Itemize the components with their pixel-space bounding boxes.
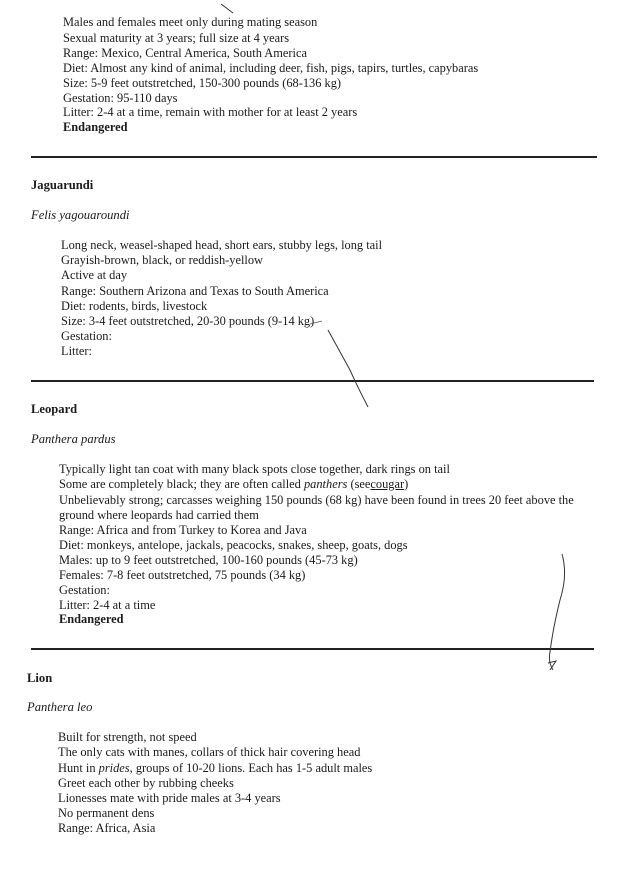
pencil-dash-mark (310, 321, 322, 324)
pencil-tick-mark (221, 4, 233, 13)
leopard-scientific-name: Panthera pardus (31, 432, 116, 446)
jaguar-line-4: Diet: Almost any kind of animal, including deer, fish, pigs, tapirs, turtles, capybaras (63, 61, 479, 75)
jaguarundi-line-3: Active at day (61, 268, 128, 282)
jaguarundi-line-4: Range: Southern Arizona and Texas to South America (61, 284, 329, 298)
jaguarundi-heading: Jaguarundi (31, 178, 94, 192)
jaguarundi-line-2: Grayish-brown, black, or reddish-yellow (61, 253, 263, 267)
jaguarundi-line-7: Gestation: (61, 329, 112, 343)
jaguar-line-3: Range: Mexico, Central America, South America (63, 46, 307, 60)
pencil-diagonal-stroke (328, 330, 368, 407)
lion-heading: Lion (27, 671, 53, 685)
leopard-line-2-text: Some are completely black; they are often called (59, 477, 301, 491)
leopard-line-7: Females: 7-8 feet outstretched, 75 pounds (34 kg) (59, 568, 306, 582)
leopard-line-8: Gestation: (59, 583, 110, 597)
jaguar-status: Endangered (63, 120, 128, 134)
leopard-line-6: Males: up to 9 feet outstretched, 100-160 pounds (45-73 kg) (59, 553, 358, 567)
leopard-line-4: Range: Africa and from Turkey to Korea and Java (59, 523, 307, 537)
panthers-term: panthers (303, 477, 348, 491)
leopard-heading: Leopard (31, 402, 78, 416)
leopard-line-2-see: (see (350, 477, 371, 491)
jaguar-line-2: Sexual maturity at 3 years; full size at 4 years (63, 31, 290, 45)
jaguarundi-line-1: Long neck, weasel-shaped head, short ears, stubby legs, long tail (61, 238, 383, 252)
leopard-line-9: Litter: 2-4 at a time (59, 598, 156, 612)
lion-line-6: No permanent dens (58, 806, 155, 820)
jaguar-line-5: Size: 5-9 feet outstretched, 150-300 pounds (68-136 kg) (63, 76, 342, 90)
leopard-line-3: Unbelievably strong; carcasses weighing 150 pounds (68 kg) have been found in trees 20 feet above the ground where leopards had carried them (59, 493, 574, 522)
jaguarundi-line-5: Diet: rodents, birds, livestock (61, 299, 208, 313)
leopard-line-2-close: ) (404, 477, 409, 491)
lion-scientific-name: Panthera leo (27, 700, 93, 714)
jaguarundi-scientific-name: Felis yagouaroundi (31, 208, 130, 222)
lion-line-3-rest: , groups of 10-20 lions. Each has 1-5 adult males (129, 761, 373, 775)
lion-line-2: The only cats with manes, collars of thick hair covering head (58, 745, 361, 759)
jaguar-line-7: Litter: 2-4 at a time, remain with mother for at least 2 years (63, 105, 358, 119)
prides-term: prides (98, 761, 130, 775)
lion-line-3-text: Hunt in (58, 761, 96, 775)
leopard-line-5: Diet: monkeys, antelope, jackals, peacocks, snakes, sheep, goats, dogs (59, 538, 408, 552)
lion-line-5: Lionesses mate with pride males at 3-4 years (58, 791, 281, 805)
lion-line-7: Range: Africa, Asia (58, 821, 156, 835)
jaguar-line-1: Males and females meet only during mating season (63, 15, 318, 29)
leopard-status: Endangered (59, 612, 124, 626)
lion-line-1: Built for strength, not speed (58, 730, 197, 744)
jaguarundi-line-8: Litter: (61, 344, 92, 358)
jaguarundi-line-6: Size: 3-4 feet outstretched, 20-30 pounds (9-14 kg) (61, 314, 315, 328)
jaguar-line-6: Gestation: 95-110 days (63, 91, 178, 105)
lion-line-4: Greet each other by rubbing cheeks (58, 776, 234, 790)
cougar-reference: cougar (370, 477, 405, 491)
pencil-margin-line (549, 554, 564, 670)
leopard-line-1: Typically light tan coat with many black spots close together, dark rings on tail (59, 462, 450, 476)
